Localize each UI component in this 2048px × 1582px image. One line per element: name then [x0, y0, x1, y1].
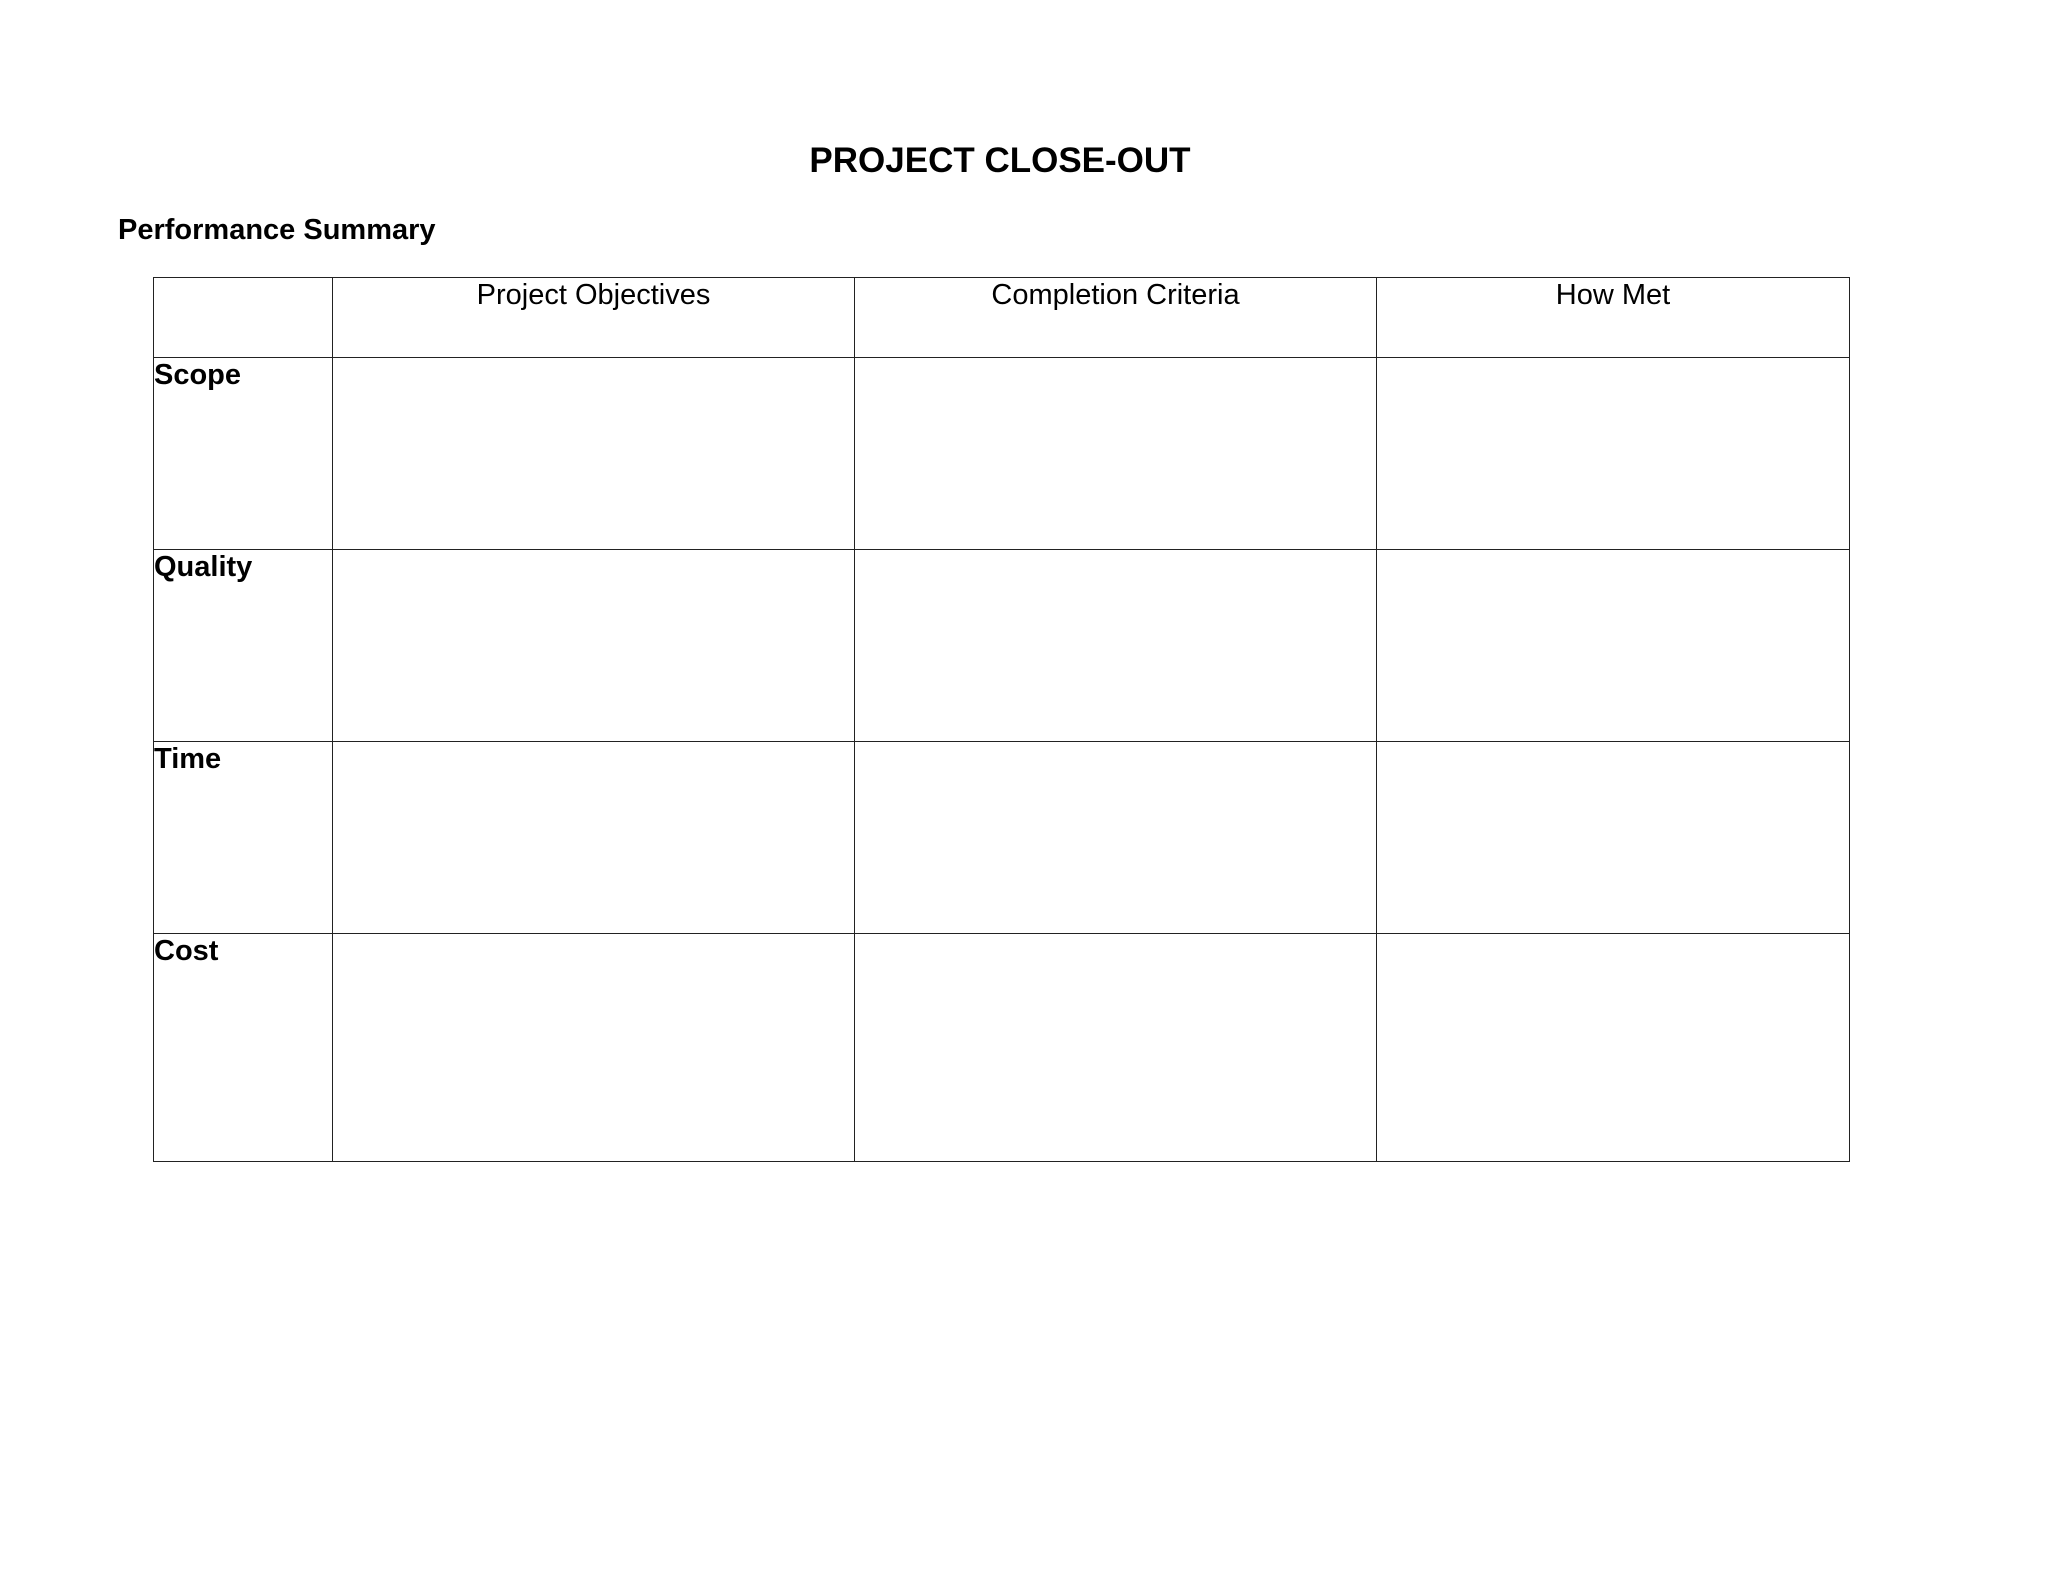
table-row-scope [154, 358, 1850, 550]
cell-quality-project-objectives[interactable] [333, 550, 855, 742]
table-header-row [154, 278, 1850, 358]
column-header-how-met: How Met [1377, 278, 1850, 358]
cell-scope-how-met[interactable] [1377, 358, 1850, 550]
cell-cost-project-objectives[interactable] [333, 934, 855, 1162]
section-heading: Performance Summary [118, 214, 436, 246]
performance-summary-table [153, 277, 1850, 1162]
cell-time-completion-criteria[interactable] [855, 742, 1377, 934]
row-label-cost: Cost [154, 934, 333, 1162]
table-row-time [154, 742, 1850, 934]
cell-cost-completion-criteria[interactable] [855, 934, 1377, 1162]
row-label-time: Time [154, 742, 333, 934]
cell-time-how-met[interactable] [1377, 742, 1850, 934]
row-label-scope: Scope [154, 358, 333, 550]
cell-quality-completion-criteria[interactable] [855, 550, 1377, 742]
cell-time-project-objectives[interactable] [333, 742, 855, 934]
page-title: PROJECT CLOSE-OUT [809, 141, 1191, 180]
column-header-project-objectives: Project Objectives [333, 278, 855, 358]
table-row-cost [154, 934, 1850, 1162]
cell-quality-how-met[interactable] [1377, 550, 1850, 742]
cell-scope-project-objectives[interactable] [333, 358, 855, 550]
cell-cost-how-met[interactable] [1377, 934, 1850, 1162]
table-row-quality [154, 550, 1850, 742]
cell-scope-completion-criteria[interactable] [855, 358, 1377, 550]
column-header-blank [154, 278, 333, 358]
column-header-completion-criteria: Completion Criteria [855, 278, 1377, 358]
row-label-quality: Quality [154, 550, 333, 742]
